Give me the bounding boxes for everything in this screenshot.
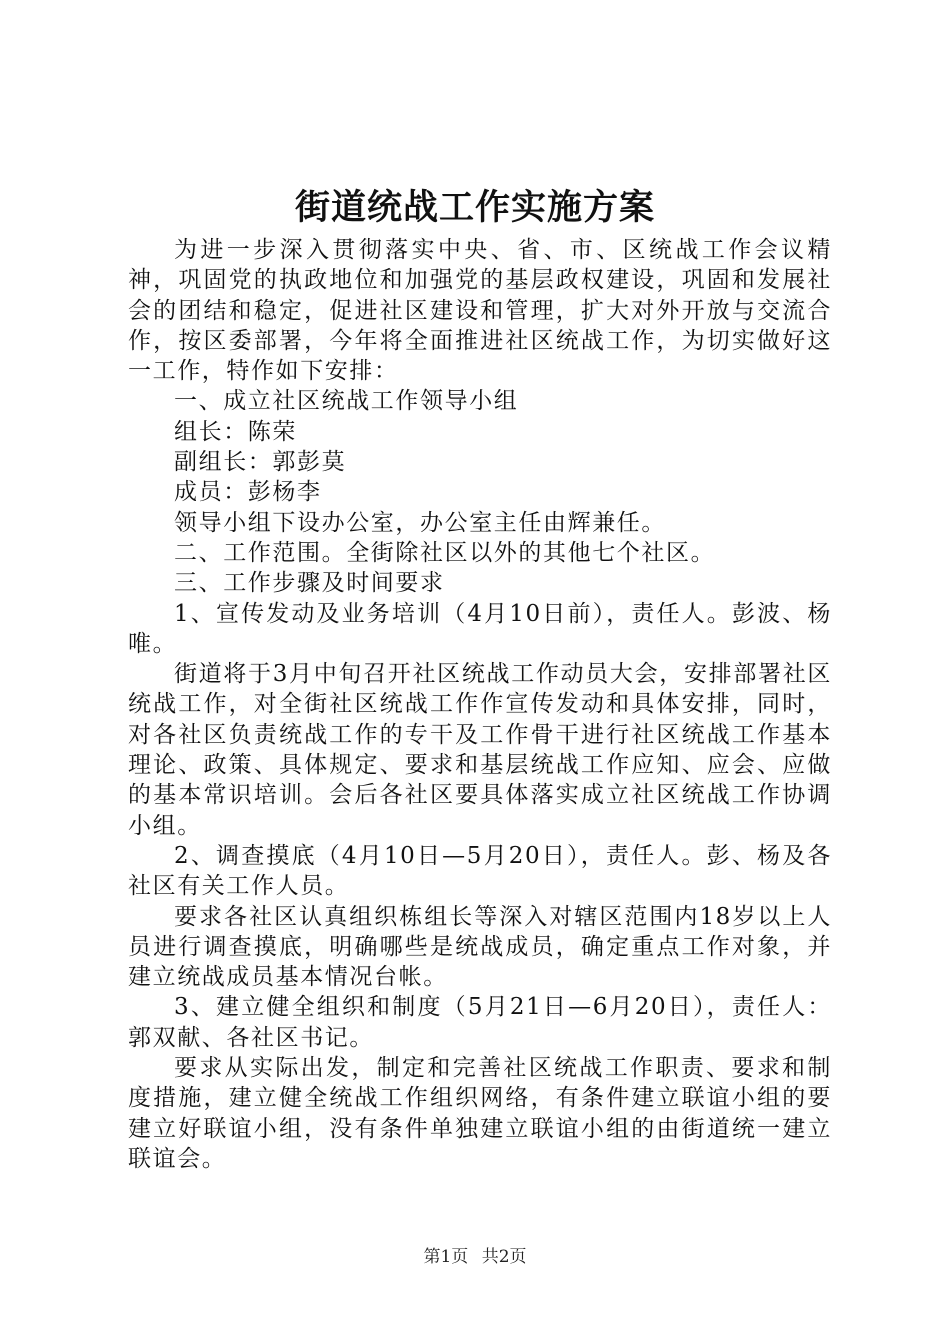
step-2-body: 要求各社区认真组织栋组长等深入对辖区范围内18岁以上人员进行调查摸底，明确哪些是统战成员，确定重点工作对象，并建立统战成员基本情况台帐。 xyxy=(128,903,832,991)
group-leader-line: 组长：陈荣 xyxy=(174,418,297,445)
page-footer xyxy=(0,1245,950,1269)
document-title: 街道统战工作实施方案 xyxy=(294,187,655,228)
step-2-heading: 2、调查摸底（4月10日—5月20日），责任人。彭、杨及各社区有关工作人员。 xyxy=(128,842,832,900)
step-3-body: 要求从实际出发，制定和完善社区统战工作职责、要求和制度措施，建立健全统战工作组织网络，有条件建立联谊小组的要建立好联谊小组，没有条件单独建立联谊小组的由街道统一建立联谊会。 xyxy=(128,1055,832,1172)
section-heading-2: 二、工作范围。全街除社区以外的其他七个社区。 xyxy=(174,539,716,566)
page-total: 共2页 xyxy=(481,1247,527,1267)
office-line: 领导小组下设办公室，办公室主任由辉兼任。 xyxy=(174,509,666,536)
section-heading-3: 三、工作步骤及时间要求 xyxy=(174,570,445,597)
step-3-heading: 3、建立健全组织和制度（5月21日—6月20日），责任人：郭双献、各社区书记。 xyxy=(128,994,832,1051)
step-1-heading: 1、宣传发动及业务培训（4月10日前），责任人。彭波、杨唯。 xyxy=(128,600,832,657)
document-body xyxy=(128,235,832,1174)
intro-paragraph: 为进一步深入贯彻落实中央、省、市、区统战工作会议精神，巩固党的执政地位和加强党的基层政权建设，巩固和发展社会的团结和稳定，促进社区建设和管理，扩大对外开放与交流合作，按区委部署，今年将全面推进社区统战工作，为切实做好这一工作，特作如下安排： xyxy=(128,237,832,385)
members-line: 成员：彭杨李 xyxy=(174,479,322,506)
section-heading-1: 一、成立社区统战工作领导小组 xyxy=(174,388,519,415)
step-1-body: 街道将于3月中旬召开社区统战工作动员大会，安排部署社区统战工作，对全街社区统战工作作宣传发动和具体安排，同时，对各社区负责统战工作的专干及工作骨干进行社区统战工作基本理论、政策、具体规定、要求和基层统战工作应知、应会、应做的基本常识培训。会后各社区要具体落实成立社区统战工作协调小组。 xyxy=(128,661,832,839)
page-number: 第1页 xyxy=(423,1247,469,1267)
deputy-leader-line: 副组长：郭彭莫 xyxy=(174,449,347,476)
